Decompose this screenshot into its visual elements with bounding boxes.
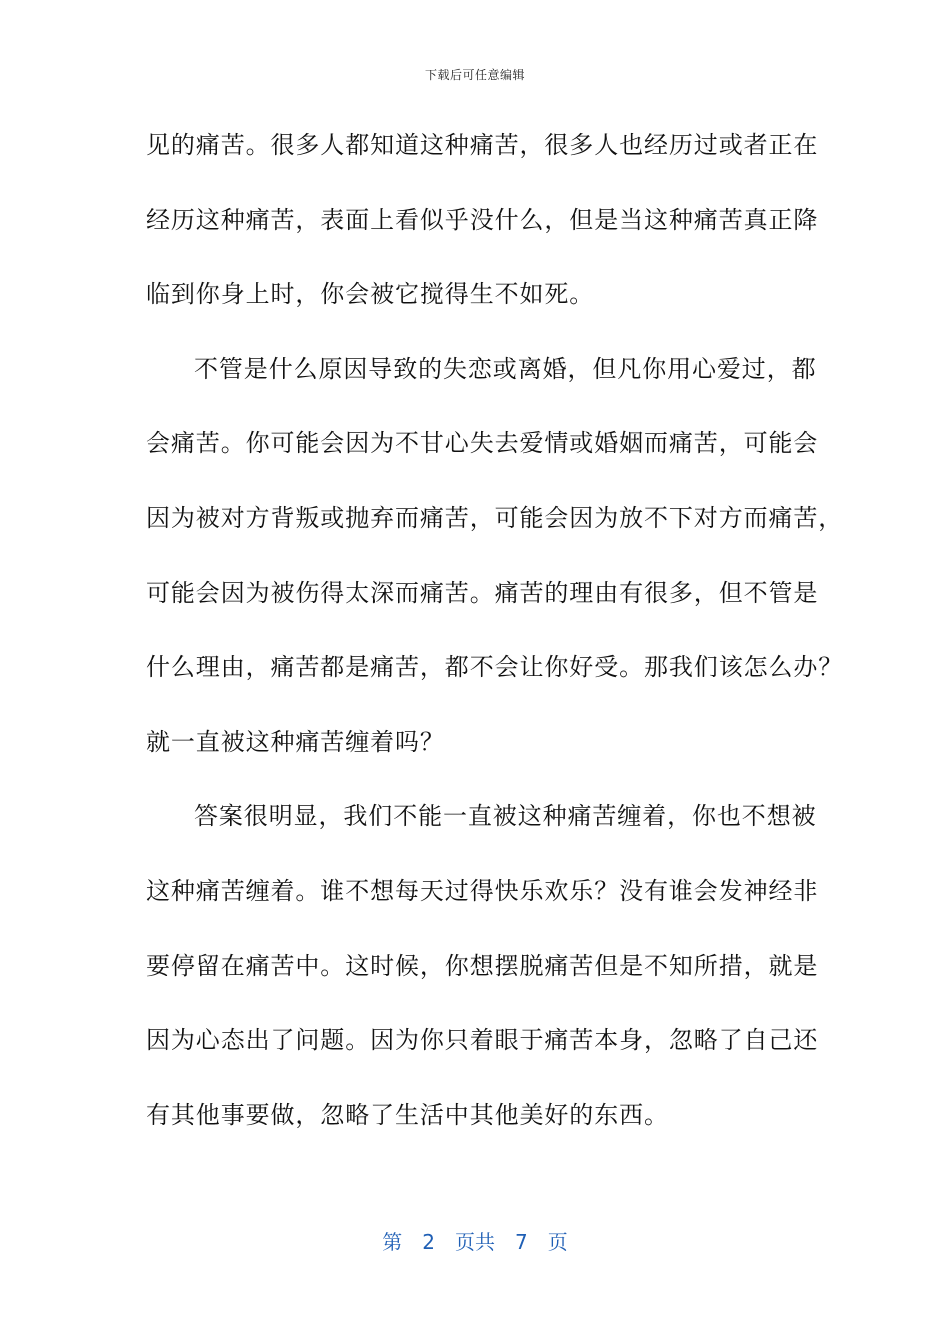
footer-total-pages: 7: [515, 1230, 528, 1254]
footer-label-of: 页共: [455, 1230, 495, 1254]
text-line: 就一直被这种痛苦缠着吗？: [146, 727, 445, 756]
text-line: 什么理由，痛苦都是痛苦，都不会让你好受。那我们该怎么办？: [146, 653, 844, 682]
footer-label-page: 第: [382, 1230, 403, 1254]
text-line: 会痛苦。你可能会因为不甘心失去爱情或婚姻而痛苦，可能会: [146, 429, 819, 458]
text-line: 经历这种痛苦，表面上看似乎没什么，但是当这种痛苦真正降: [146, 205, 819, 234]
text-line: 有其他事要做，忽略了生活中其他美好的东西。: [146, 1100, 669, 1129]
text-line: 要停留在痛苦中。这时候，你想摆脱痛苦但是不知所措，就是: [146, 951, 819, 980]
text-line: 不管是什么原因导致的失恋或离婚，但凡你用心爱过，都: [194, 354, 817, 383]
text-line: 因为心态出了问题。因为你只着眼于痛苦本身，忽略了自己还: [146, 1026, 819, 1055]
text-line: 可能会因为被伤得太深而痛苦。痛苦的理由有很多，但不管是: [146, 578, 819, 607]
text-line: 见的痛苦。很多人都知道这种痛苦，很多人也经历过或者正在: [146, 131, 819, 159]
footer-label-end: 页: [547, 1230, 568, 1254]
document-body: [146, 108, 844, 1152]
text-line: 因为被对方背叛或抛弃而痛苦，可能会因为放不下对方而痛苦，: [146, 503, 844, 532]
page-footer: [0, 1226, 950, 1255]
text-line: 临到你身上时，你会被它搅得生不如死。: [146, 280, 595, 309]
text-line: 答案很明显，我们不能一直被这种痛苦缠着，你也不想被: [194, 802, 817, 831]
text-line: 这种痛苦缠着。谁不想每天过得快乐欢乐？没有谁会发神经非: [146, 876, 819, 905]
footer-current-page: 2: [422, 1230, 435, 1254]
page-header: 下载后可任意编辑: [424, 68, 525, 82]
